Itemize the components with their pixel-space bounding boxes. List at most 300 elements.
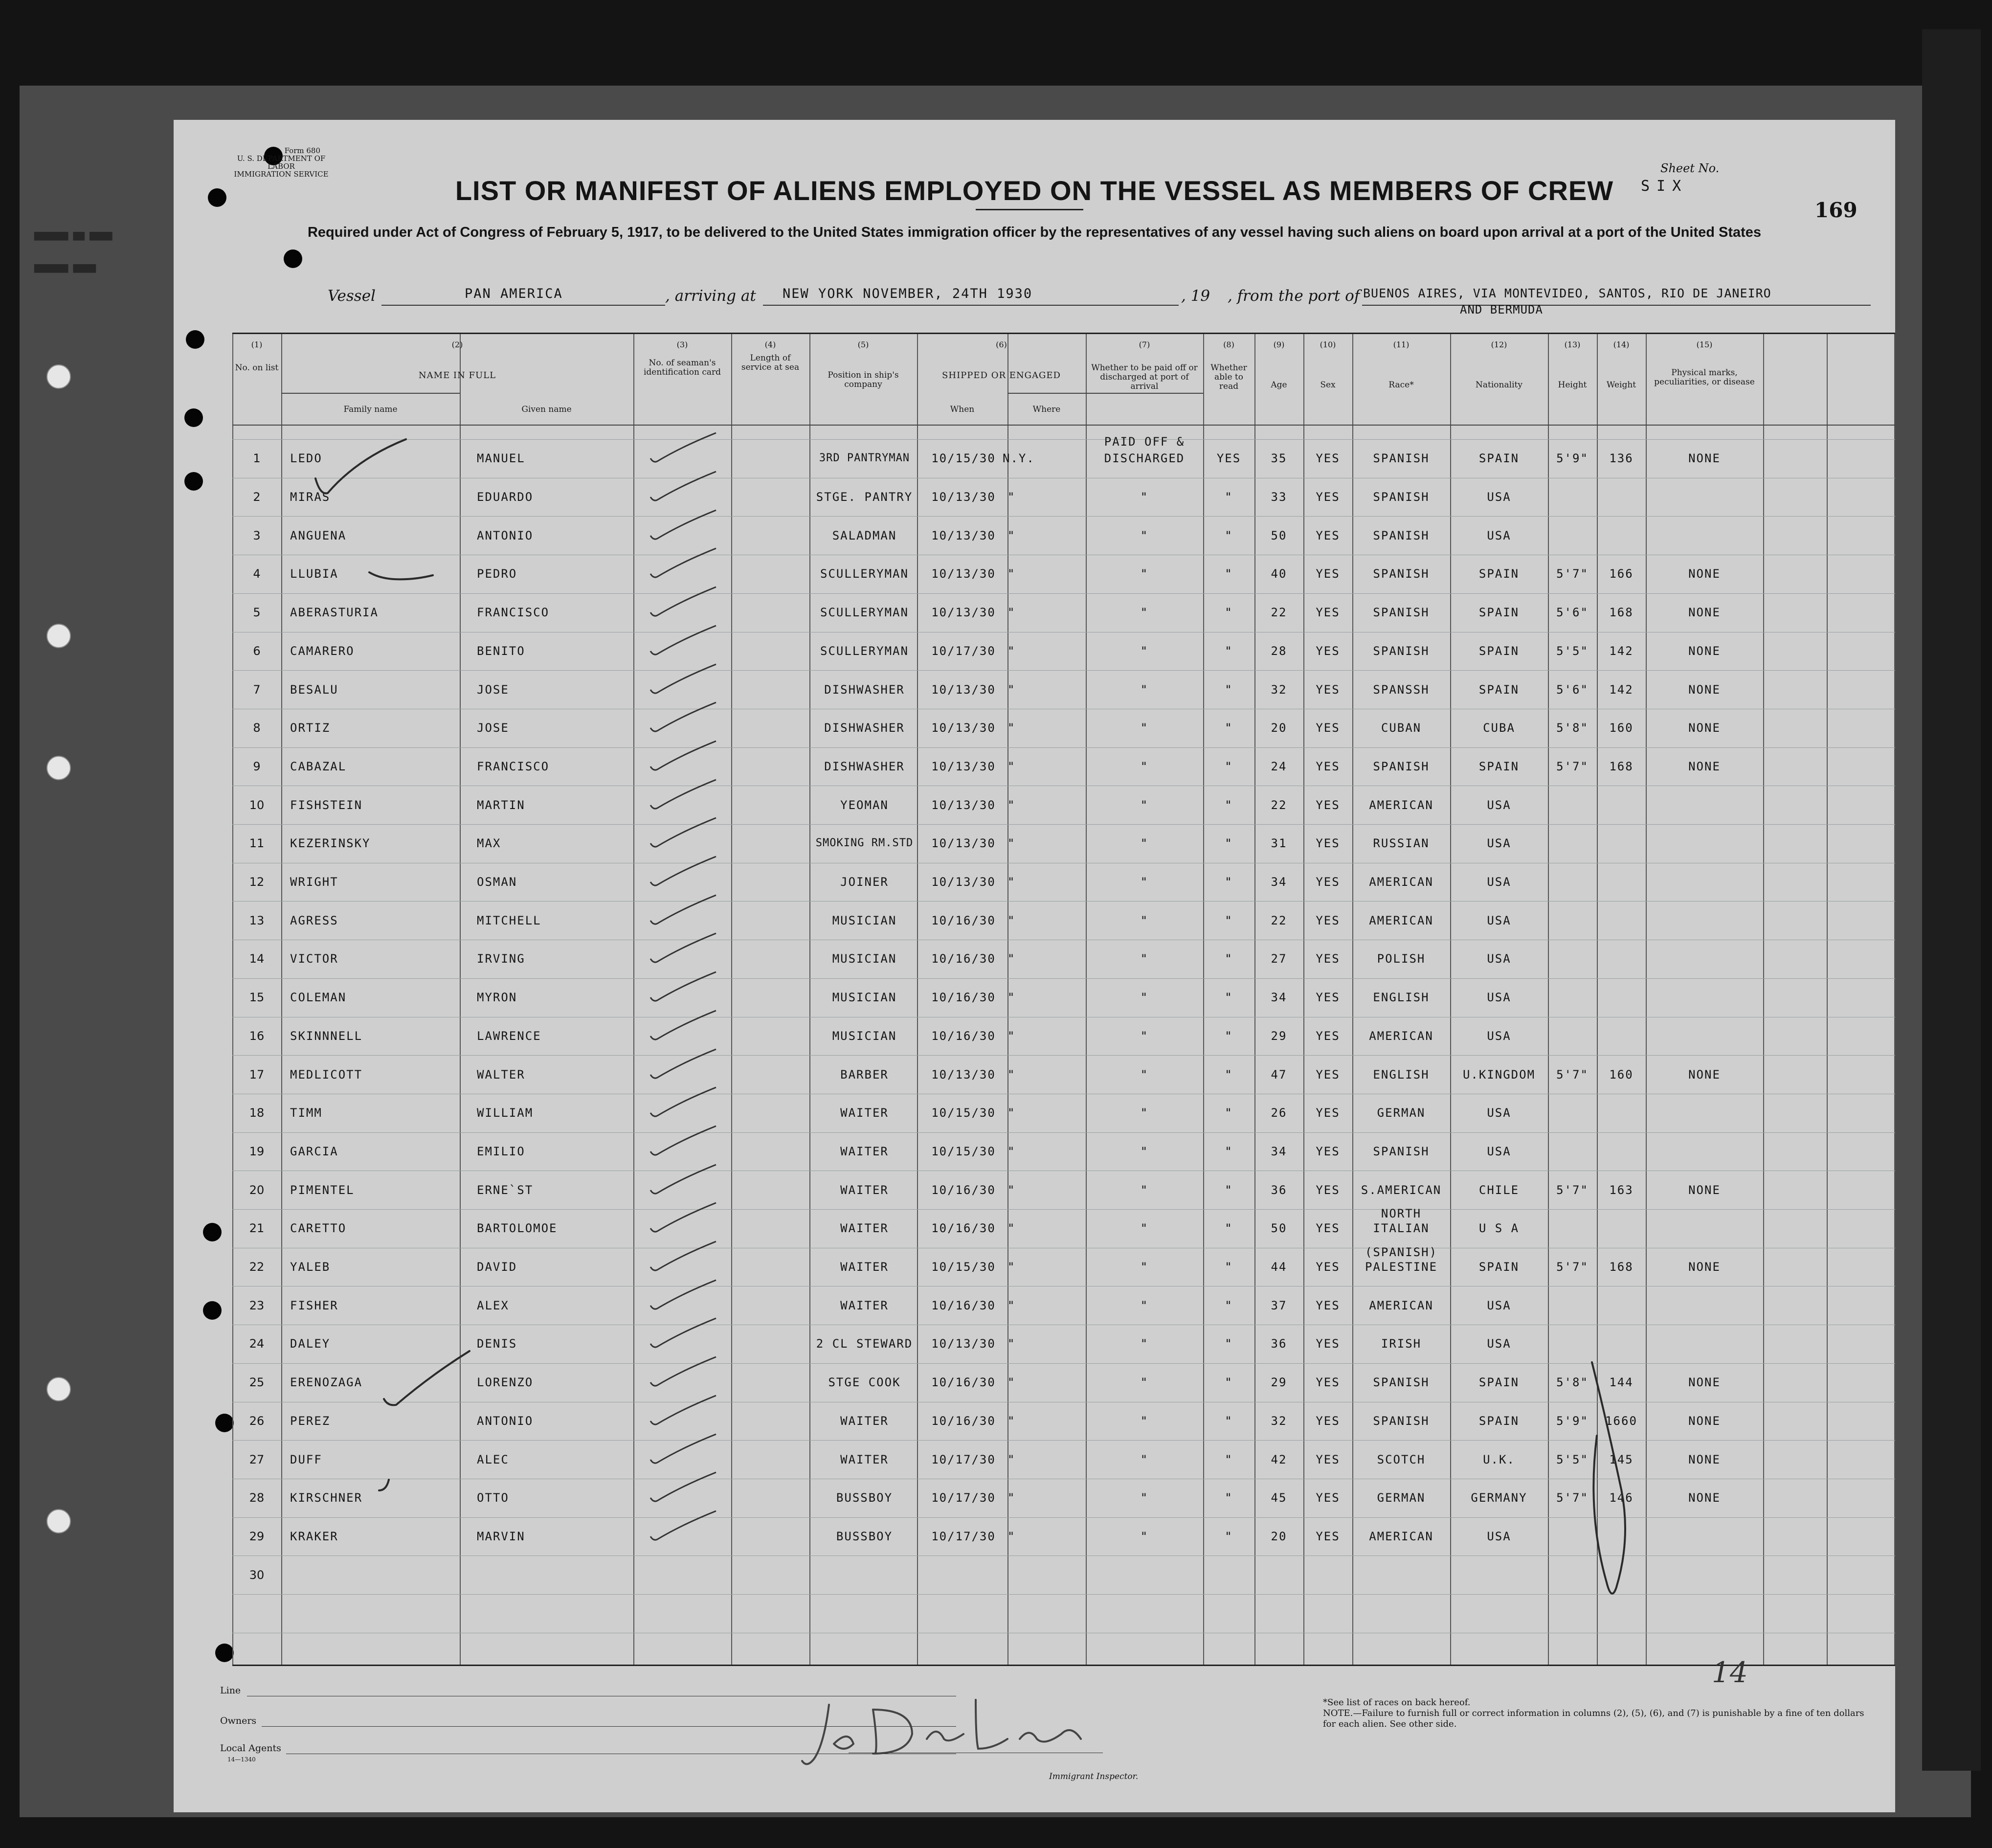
cell-given-name: OSMAN bbox=[477, 875, 517, 889]
cell-shipped-where: " bbox=[1007, 875, 1016, 889]
cell-given-name: FRANCISCO bbox=[477, 606, 550, 620]
cell-family-name: DALEY bbox=[290, 1337, 331, 1351]
cell-shipped-where: " bbox=[1007, 1183, 1016, 1197]
cell-weight: 168 bbox=[1609, 606, 1634, 620]
cell-row-number: 2 bbox=[253, 490, 261, 504]
cell-paid-off: " bbox=[1140, 798, 1149, 812]
cell-age: 34 bbox=[1271, 991, 1287, 1005]
cell-age: 36 bbox=[1271, 1183, 1287, 1197]
cell-shipped-when: 10/13/30 bbox=[931, 682, 996, 697]
cell-shipped-when: 10/16/30 bbox=[931, 1029, 996, 1043]
cell-paid-off: PAID OFF & bbox=[1104, 435, 1185, 449]
cell-shipped-where: " bbox=[1007, 567, 1016, 581]
cell-able-to-read: " bbox=[1225, 490, 1233, 504]
cell-row-number: 23 bbox=[249, 1298, 265, 1312]
inspector-signature bbox=[800, 1685, 1142, 1778]
cell-shipped-when: 10/13/30 bbox=[931, 798, 996, 812]
sheet-label: Sheet No. bbox=[1660, 161, 1720, 175]
cell-race: SPANISH bbox=[1373, 1144, 1430, 1158]
cell-nationality: SPAIN bbox=[1478, 759, 1520, 773]
cell-sex: YES bbox=[1316, 567, 1340, 581]
column-number: (7) bbox=[1139, 340, 1150, 349]
cell-given-name: DAVID bbox=[477, 1260, 517, 1274]
cell-sex: YES bbox=[1316, 682, 1340, 697]
cell-sex: YES bbox=[1316, 1260, 1340, 1274]
cell-family-name: DUFF bbox=[290, 1452, 322, 1466]
cell-able-to-read: " bbox=[1225, 759, 1233, 773]
cell-nationality: SPAIN bbox=[1478, 606, 1520, 620]
vessel-label: Vessel bbox=[328, 287, 376, 305]
cell-race: POLISH bbox=[1377, 952, 1426, 966]
cell-sex: YES bbox=[1316, 1414, 1340, 1428]
cell-family-name: LLUBIA bbox=[290, 567, 338, 581]
cell-age: 24 bbox=[1271, 759, 1287, 773]
cell-age: 32 bbox=[1271, 1414, 1287, 1428]
cell-nationality: USA bbox=[1487, 836, 1511, 851]
cell-race: AMERICAN bbox=[1369, 1029, 1433, 1043]
cell-family-name: ORTIZ bbox=[290, 721, 331, 735]
cell-race: SPANISH bbox=[1373, 644, 1430, 658]
column-number: (11) bbox=[1393, 340, 1410, 349]
cell-paid-off: " bbox=[1140, 1452, 1149, 1466]
cell-shipped-when: 10/13/30 bbox=[931, 759, 996, 773]
cell-nationality: USA bbox=[1487, 1529, 1511, 1543]
cell-paid-off: " bbox=[1140, 1221, 1149, 1236]
cell-race: ENGLISH bbox=[1373, 1067, 1430, 1082]
header-when: When bbox=[950, 405, 975, 414]
cell-height: 5'8" bbox=[1556, 721, 1589, 735]
cell-shipped-when: 10/16/30 bbox=[931, 1298, 996, 1312]
cell-shipped-when: 10/13/30 bbox=[931, 528, 996, 542]
cell-position: WAITER bbox=[840, 1144, 889, 1158]
column-number: (13) bbox=[1564, 340, 1581, 349]
cell-family-name: BESALU bbox=[290, 682, 338, 697]
cell-physical-marks: NONE bbox=[1688, 1414, 1721, 1428]
header-physical-marks: Physical marks, peculiarities, or disease bbox=[1654, 368, 1755, 387]
cell-physical-marks: NONE bbox=[1688, 1491, 1721, 1505]
column-number: (9) bbox=[1273, 340, 1285, 349]
cell-race: S.AMERICAN bbox=[1361, 1183, 1442, 1197]
cell-able-to-read: " bbox=[1225, 567, 1233, 581]
cell-shipped-where: " bbox=[1007, 1260, 1016, 1274]
cell-able-to-read: " bbox=[1225, 606, 1233, 620]
header-given-name: Given name bbox=[521, 405, 572, 414]
column-number: (2) bbox=[451, 340, 463, 349]
cell-paid-off: " bbox=[1140, 682, 1149, 697]
penalty-note: NOTE.—Failure to furnish full or correct information in columns (2), (5), (6), and (7) is punishable by a fine of ten dollars for each alien. See other side. bbox=[1323, 1708, 1864, 1729]
binder-hole bbox=[46, 1377, 71, 1401]
cell-row-number: 11 bbox=[249, 836, 265, 851]
backing-board-edge bbox=[1922, 29, 1981, 1771]
cell-height: 5'5" bbox=[1556, 644, 1589, 658]
cell-nationality: U.KINGDOM bbox=[1462, 1067, 1536, 1082]
cell-shipped-where: " bbox=[1007, 1029, 1016, 1043]
cell-race: GERMAN bbox=[1377, 1106, 1426, 1120]
cell-age: 31 bbox=[1271, 836, 1287, 851]
cell-row-number: 12 bbox=[249, 875, 265, 889]
cell-sex: YES bbox=[1316, 1029, 1340, 1043]
cell-family-name: GARCIA bbox=[290, 1144, 338, 1158]
cell-able-to-read: " bbox=[1225, 644, 1233, 658]
cell-position: DISHWASHER bbox=[824, 721, 905, 735]
cell-shipped-where: " bbox=[1007, 759, 1016, 773]
cell-position: WAITER bbox=[840, 1298, 889, 1312]
cell-sex: YES bbox=[1316, 1529, 1340, 1543]
cell-age: 42 bbox=[1271, 1452, 1287, 1466]
cell-age: 34 bbox=[1271, 1144, 1287, 1158]
cell-nationality: USA bbox=[1487, 952, 1511, 966]
cell-family-name: CARETTO bbox=[290, 1221, 347, 1236]
column-number: (10) bbox=[1320, 340, 1336, 349]
cell-sex: YES bbox=[1316, 952, 1340, 966]
cell-row-number: 28 bbox=[249, 1491, 265, 1505]
cell-physical-marks: NONE bbox=[1688, 567, 1721, 581]
cell-paid-off: " bbox=[1140, 1529, 1149, 1543]
column-number: (1) bbox=[251, 340, 263, 349]
cell-paid-off: " bbox=[1140, 913, 1149, 927]
cell-shipped-where: " bbox=[1007, 991, 1016, 1005]
cell-age: 34 bbox=[1271, 875, 1287, 889]
cell-age: 20 bbox=[1271, 721, 1287, 735]
cell-able-to-read: " bbox=[1225, 1144, 1233, 1158]
cell-shipped-where: " bbox=[1007, 721, 1016, 735]
cell-able-to-read: " bbox=[1225, 1414, 1233, 1428]
cell-race: AMERICAN bbox=[1369, 798, 1433, 812]
cell-position: MUSICIAN bbox=[832, 1029, 897, 1043]
cell-paid-off: " bbox=[1140, 1067, 1149, 1082]
cell-family-name: WRIGHT bbox=[290, 875, 338, 889]
cell-position: MUSICIAN bbox=[832, 913, 897, 927]
cell-weight: 136 bbox=[1609, 451, 1634, 466]
cell-height: 5'9" bbox=[1556, 1414, 1589, 1428]
cell-shipped-when: 10/13/30 bbox=[931, 606, 996, 620]
cell-position: JOINER bbox=[840, 875, 889, 889]
cell-shipped-where: " bbox=[1007, 913, 1016, 927]
cell-position: DISHWASHER bbox=[824, 682, 905, 697]
cell-shipped-where: " bbox=[1007, 1452, 1016, 1466]
cell-nationality: USA bbox=[1487, 490, 1511, 504]
cell-sex: YES bbox=[1316, 1106, 1340, 1120]
cell-age: 29 bbox=[1271, 1375, 1287, 1390]
cell-able-to-read: " bbox=[1225, 1106, 1233, 1120]
cell-given-name: ERNE`ST bbox=[477, 1183, 534, 1197]
cell-row-number: 21 bbox=[249, 1221, 265, 1236]
cell-given-name: ALEX bbox=[477, 1298, 509, 1312]
cell-family-name: KIRSCHNER bbox=[290, 1491, 363, 1505]
binder-hole bbox=[46, 1509, 71, 1533]
cell-nationality: SPAIN bbox=[1478, 451, 1520, 466]
cell-shipped-when: 10/16/30 bbox=[931, 1221, 996, 1236]
header-name-in-full: NAME IN FULL bbox=[418, 370, 496, 381]
cell-paid-off-line2: DISCHARGED bbox=[1104, 451, 1185, 466]
cell-position: SMOKING RM.STD bbox=[815, 837, 914, 850]
cell-paid-off: " bbox=[1140, 606, 1149, 620]
cell-sex: YES bbox=[1316, 1375, 1340, 1390]
binder-hole bbox=[46, 364, 71, 389]
cell-given-name: IRVING bbox=[477, 952, 525, 966]
cell-nationality: USA bbox=[1487, 875, 1511, 889]
cell-height: 5'7" bbox=[1556, 1491, 1589, 1505]
cell-shipped-when: 10/13/30 bbox=[931, 1337, 996, 1351]
service-name: IMMIGRATION SERVICE bbox=[234, 170, 329, 179]
cell-sex: YES bbox=[1316, 528, 1340, 542]
cell-family-name: YALEB bbox=[290, 1260, 331, 1274]
cell-height: 5'7" bbox=[1556, 1260, 1589, 1274]
cell-shipped-when: 10/13/30 bbox=[931, 721, 996, 735]
cell-nationality: USA bbox=[1487, 913, 1511, 927]
header-height: Height bbox=[1558, 380, 1587, 390]
cell-race: ENGLISH bbox=[1373, 991, 1430, 1005]
cell-shipped-when: 10/16/30 bbox=[931, 913, 996, 927]
cell-shipped-when: 10/15/30 bbox=[931, 1144, 996, 1158]
cell-position: MUSICIAN bbox=[832, 952, 897, 966]
cell-age: 29 bbox=[1271, 1029, 1287, 1043]
cell-race: PALESTINE bbox=[1365, 1260, 1438, 1274]
cell-weight: 168 bbox=[1609, 1260, 1634, 1274]
cell-given-name: BENITO bbox=[477, 644, 525, 658]
from-port-label: , from the port of bbox=[1228, 287, 1360, 305]
year-label: , 19 bbox=[1181, 287, 1210, 305]
cell-family-name: SKINNNELL bbox=[290, 1029, 363, 1043]
cell-shipped-when: 10/17/30 bbox=[931, 644, 996, 658]
cell-shipped-where: " bbox=[1007, 644, 1016, 658]
cell-weight: 163 bbox=[1609, 1183, 1634, 1197]
header-nationality: Nationality bbox=[1476, 380, 1522, 390]
cell-position: DISHWASHER bbox=[824, 759, 905, 773]
port-text-continued: AND BERMUDA bbox=[1460, 303, 1543, 316]
cell-nationality: U S A bbox=[1478, 1221, 1520, 1236]
cell-able-to-read: " bbox=[1225, 1067, 1233, 1082]
cell-weight: 1660 bbox=[1605, 1414, 1637, 1428]
cell-able-to-read: " bbox=[1225, 1337, 1233, 1351]
cell-age: 33 bbox=[1271, 490, 1287, 504]
cell-given-name: MITCHELL bbox=[477, 913, 541, 927]
cell-race: AMERICAN bbox=[1369, 913, 1433, 927]
cell-row-number: 25 bbox=[249, 1375, 265, 1390]
cell-position: WAITER bbox=[840, 1452, 889, 1466]
cell-family-name: PIMENTEL bbox=[290, 1183, 355, 1197]
cell-race: SPANISH bbox=[1373, 528, 1430, 542]
cell-height: 5'9" bbox=[1556, 451, 1589, 466]
header-sex: Sex bbox=[1320, 380, 1336, 390]
cell-race: SPANISH bbox=[1373, 490, 1430, 504]
cell-paid-off: " bbox=[1140, 1375, 1149, 1390]
cell-able-to-read: " bbox=[1225, 1183, 1233, 1197]
cell-shipped-when: 10/13/30 bbox=[931, 875, 996, 889]
cell-paid-off: " bbox=[1140, 567, 1149, 581]
cell-position: MUSICIAN bbox=[832, 991, 897, 1005]
cell-nationality: SPAIN bbox=[1478, 1414, 1520, 1428]
cell-given-name: LAWRENCE bbox=[477, 1029, 541, 1043]
cell-age: 50 bbox=[1271, 528, 1287, 542]
cell-shipped-when: 10/13/30 bbox=[931, 567, 996, 581]
cell-able-to-read: " bbox=[1225, 1375, 1233, 1390]
cell-sex: YES bbox=[1316, 721, 1340, 735]
cell-physical-marks: NONE bbox=[1688, 1375, 1721, 1390]
cell-race: SPANISH bbox=[1373, 606, 1430, 620]
cell-height: 5'7" bbox=[1556, 1067, 1589, 1082]
cell-shipped-where: " bbox=[1007, 1067, 1016, 1082]
cell-family-name: CAMARERO bbox=[290, 644, 355, 658]
cell-given-name: FRANCISCO bbox=[477, 759, 550, 773]
cell-position: WAITER bbox=[840, 1106, 889, 1120]
cell-paid-off: " bbox=[1140, 1106, 1149, 1120]
vessel-name: PAN AMERICA bbox=[465, 286, 563, 301]
cell-given-name: ALEC bbox=[477, 1452, 509, 1466]
cell-paid-off: " bbox=[1140, 1298, 1149, 1312]
cell-shipped-where: " bbox=[1007, 952, 1016, 966]
cell-nationality: CHILE bbox=[1478, 1183, 1520, 1197]
page-title: LIST OR MANIFEST OF ALIENS EMPLOYED ON THE VESSEL AS MEMBERS OF CREW bbox=[455, 175, 1614, 206]
cell-family-name: ERENOZAGA bbox=[290, 1375, 363, 1390]
cell-family-name: ABERASTURIA bbox=[290, 606, 379, 620]
cell-physical-marks: NONE bbox=[1688, 1260, 1721, 1274]
cell-race: SCOTCH bbox=[1377, 1452, 1426, 1466]
cell-physical-marks: NONE bbox=[1688, 759, 1721, 773]
header-length-service: Length of service at sea bbox=[741, 353, 800, 372]
line-label: Line bbox=[220, 1685, 241, 1696]
check-mark-erenozaga bbox=[384, 1351, 470, 1405]
cell-shipped-when: 10/13/30 bbox=[931, 490, 996, 504]
header-position: Position in ship's company bbox=[828, 370, 899, 389]
cell-sex: YES bbox=[1316, 759, 1340, 773]
cell-shipped-when: 10/13/30 bbox=[931, 836, 996, 851]
cell-shipped-where: " bbox=[1007, 1375, 1016, 1390]
cell-race: SPANISH bbox=[1373, 451, 1430, 466]
cell-shipped-where: " bbox=[1007, 1337, 1016, 1351]
manifest-sheet bbox=[174, 120, 1895, 1812]
cell-race: SPANISH bbox=[1373, 567, 1430, 581]
header-seaman-card: No. of seaman's identification card bbox=[643, 358, 721, 377]
cell-paid-off: " bbox=[1140, 952, 1149, 966]
cell-sex: YES bbox=[1316, 1183, 1340, 1197]
cell-given-name: LORENZO bbox=[477, 1375, 534, 1390]
cell-weight: 144 bbox=[1609, 1375, 1634, 1390]
cell-shipped-where: " bbox=[1007, 682, 1016, 697]
cell-age: 36 bbox=[1271, 1337, 1287, 1351]
cell-family-name: FISHER bbox=[290, 1298, 338, 1312]
handwritten-marks bbox=[174, 120, 1895, 1812]
cell-sex: YES bbox=[1316, 1067, 1340, 1082]
cell-position: SCULLERYMAN bbox=[820, 567, 909, 581]
cell-sex: YES bbox=[1316, 1298, 1340, 1312]
cell-shipped-when: 10/16/30 bbox=[931, 991, 996, 1005]
cell-family-name: CABAZAL bbox=[290, 759, 347, 773]
form-number: Form 680 bbox=[284, 146, 320, 155]
column-number: (8) bbox=[1223, 340, 1234, 349]
cell-family-name: LEDO bbox=[290, 451, 322, 466]
arrival-text: NEW YORK NOVEMBER, 24TH 1930 bbox=[783, 286, 1033, 301]
cell-height: 5'7" bbox=[1556, 1183, 1589, 1197]
cell-row-number: 6 bbox=[253, 644, 261, 658]
cell-able-to-read: " bbox=[1225, 721, 1233, 735]
cell-paid-off: " bbox=[1140, 1337, 1149, 1351]
cell-paid-off: " bbox=[1140, 1144, 1149, 1158]
column-number: (6) bbox=[996, 340, 1007, 349]
cell-race: AMERICAN bbox=[1369, 1298, 1433, 1312]
cell-given-name: MYRON bbox=[477, 991, 517, 1005]
cell-given-name: MARVIN bbox=[477, 1529, 525, 1543]
cell-family-name: KRAKER bbox=[290, 1529, 338, 1543]
cell-age: 50 bbox=[1271, 1221, 1287, 1236]
cell-family-name: FISHSTEIN bbox=[290, 798, 363, 812]
cell-given-name: BARTOLOMOE bbox=[477, 1221, 558, 1236]
handwritten-number: 14 bbox=[1712, 1656, 1748, 1689]
cell-shipped-where: N.Y. bbox=[1003, 451, 1035, 466]
cell-sex: YES bbox=[1316, 836, 1340, 851]
cell-position: SCULLERYMAN bbox=[820, 644, 909, 658]
cell-given-name: JOSE bbox=[477, 721, 509, 735]
cell-age: 37 bbox=[1271, 1298, 1287, 1312]
cell-nationality: GERMANY bbox=[1471, 1491, 1527, 1505]
sheet-number: SIX bbox=[1641, 178, 1688, 195]
cell-weight: 142 bbox=[1609, 682, 1634, 697]
cell-family-name: TIMM bbox=[290, 1106, 322, 1120]
header-age: Age bbox=[1271, 380, 1287, 390]
cell-height: 5'7" bbox=[1556, 567, 1589, 581]
cell-able-to-read: " bbox=[1225, 1452, 1233, 1466]
cell-given-name: MAX bbox=[477, 836, 501, 851]
cell-shipped-where: " bbox=[1007, 1221, 1016, 1236]
cell-race: CUBAN bbox=[1381, 721, 1422, 735]
cell-race: RUSSIAN bbox=[1373, 836, 1430, 851]
cell-race: SPANISH bbox=[1373, 1414, 1430, 1428]
cell-age: 45 bbox=[1271, 1491, 1287, 1505]
cell-race: IRISH bbox=[1381, 1337, 1422, 1351]
cell-physical-marks: NONE bbox=[1688, 1183, 1721, 1197]
cell-age: 26 bbox=[1271, 1106, 1287, 1120]
cell-row-number: 9 bbox=[253, 759, 261, 773]
cell-position: STGE COOK bbox=[828, 1375, 901, 1390]
cell-race: SPANISH bbox=[1373, 1375, 1430, 1390]
cell-paid-off: " bbox=[1140, 1029, 1149, 1043]
cell-physical-marks: NONE bbox=[1688, 451, 1721, 466]
cell-row-number: 27 bbox=[249, 1452, 265, 1466]
page-number: 169 bbox=[1814, 198, 1858, 222]
cell-row-number: 18 bbox=[249, 1106, 265, 1120]
cell-nationality: SPAIN bbox=[1478, 1260, 1520, 1274]
cell-given-name: PEDRO bbox=[477, 567, 517, 581]
cell-sex: YES bbox=[1316, 606, 1340, 620]
cell-race-prefix: (SPANISH) bbox=[1365, 1245, 1438, 1260]
cell-nationality: CUBA bbox=[1483, 721, 1515, 735]
cell-weight: 168 bbox=[1609, 759, 1634, 773]
cell-family-name: KEZERINSKY bbox=[290, 836, 371, 851]
cell-position: BUSSBOY bbox=[836, 1491, 893, 1505]
cell-able-to-read: " bbox=[1225, 1221, 1233, 1236]
cell-shipped-when: 10/13/30 bbox=[931, 1067, 996, 1082]
cell-nationality: USA bbox=[1487, 1106, 1511, 1120]
cell-shipped-where: " bbox=[1007, 1298, 1016, 1312]
cell-shipped-where: " bbox=[1007, 798, 1016, 812]
column-number: (4) bbox=[764, 340, 776, 349]
cell-physical-marks: NONE bbox=[1688, 1452, 1721, 1466]
backing-stamp-fragment: ▀▀▀ ▀ ▀▀ ▀▀▀ ▀▀ bbox=[34, 232, 112, 282]
cell-age: 22 bbox=[1271, 798, 1287, 812]
cell-paid-off: " bbox=[1140, 721, 1149, 735]
cell-age: 32 bbox=[1271, 682, 1287, 697]
cell-race: AMERICAN bbox=[1369, 875, 1433, 889]
column-number: (12) bbox=[1491, 340, 1507, 349]
cell-age: 40 bbox=[1271, 567, 1287, 581]
cell-given-name: EDUARDO bbox=[477, 490, 534, 504]
check-mark-duff bbox=[379, 1480, 389, 1490]
department-name: U. S. DEPARTMENT OF LABOR bbox=[237, 154, 326, 171]
cell-sex: YES bbox=[1316, 991, 1340, 1005]
cell-paid-off: " bbox=[1140, 875, 1149, 889]
cell-shipped-where: " bbox=[1007, 490, 1016, 504]
cell-row-number: 15 bbox=[249, 991, 265, 1005]
